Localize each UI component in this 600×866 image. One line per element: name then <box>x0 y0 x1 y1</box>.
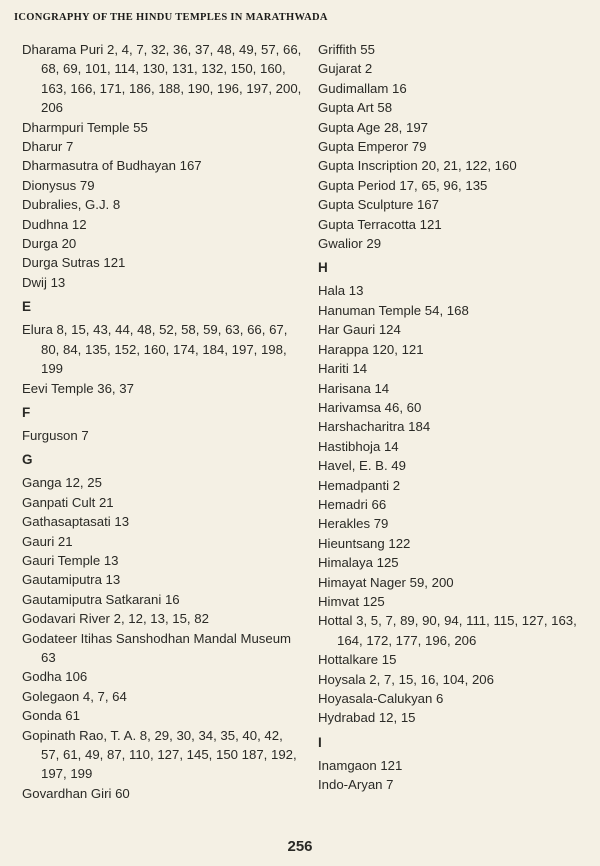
index-entry: Himayat Nager 59, 200 <box>318 574 454 590</box>
index-entry: Harappa 120, 121 <box>318 341 424 357</box>
index-letter-heading: G <box>22 452 33 468</box>
index-entry: Gathasaptasati 13 <box>22 514 130 530</box>
index-entry: Gupta Art 58 <box>318 100 393 116</box>
index-entry: Eevi Temple 36, 37 <box>22 380 134 396</box>
index-entry: Gupta Age 28, 197 <box>318 119 428 135</box>
index-entry: Hydrabad 12, 15 <box>318 710 416 726</box>
index-entry: Gwalior 29 <box>318 236 382 252</box>
index-entry: Gautamiputra 13 <box>22 572 121 588</box>
index-entry: Gupta Sculpture 167 <box>318 197 439 213</box>
index-entry: Gujarat 2 <box>318 61 373 77</box>
index-entry: Harisana 14 <box>318 380 390 396</box>
index-entry: Dionysus 79 <box>22 177 95 193</box>
index-entry: Ganpati Cult 21 <box>22 494 114 510</box>
index-entry: Durga Sutras 121 <box>22 255 126 271</box>
index-letter-heading: I <box>318 734 322 750</box>
index-entry: Hottalkare 15 <box>318 652 397 668</box>
index-entry: Gopinath Rao, T. A. 8, 29, 30, 34, 35, 40, 42, 57, 61, 49, 87, 110, 127, 145, 150 187, 192, 197, 199 <box>22 727 297 782</box>
index-entry: Griffith 55 <box>318 42 375 57</box>
index-entry: Inamgaon 121 <box>318 757 403 773</box>
index-entry: Indo-Aryan 7 <box>318 777 394 793</box>
index-entry: Elura 8, 15, 43, 44, 48, 52, 58, 59, 63, 66, 67, 80, 84, 135, 152, 160, 174, 184, 197, 198, 199 <box>22 322 288 377</box>
index-entry: Dharur 7 <box>22 139 74 155</box>
index-column-left <box>22 40 304 803</box>
index-entry: Hieuntsang 122 <box>318 535 411 551</box>
index-entry: Hemadri 66 <box>318 496 387 512</box>
index-entry: Harivamsa 46, 60 <box>318 399 422 415</box>
index-entry: Dharmasutra of Budhayan 167 <box>22 158 202 174</box>
index-entry: Himvat 125 <box>318 593 385 609</box>
index-entry: Hottal 3, 5, 7, 89, 90, 94, 111, 115, 127, 163, 164, 172, 177, 196, 206 <box>318 613 577 648</box>
index-entry: Gudimallam 16 <box>318 80 407 96</box>
index-entry: Hoyasala-Calukyan 6 <box>318 691 444 706</box>
index-entry: Gauri Temple 13 <box>22 552 119 568</box>
index-entry: Gautamiputra Satkarani 16 <box>22 591 180 607</box>
index-entry: Harshacharitra 184 <box>318 419 431 435</box>
index-entry: Hastibhoja 14 <box>318 438 399 454</box>
index-entry: Furguson 7 <box>22 427 89 443</box>
index-entry: Hala 13 <box>318 283 364 299</box>
index-entry: Havel, E. B. 49 <box>318 458 406 474</box>
index-entry: Gupta Period 17, 65, 96, 135 <box>318 177 488 193</box>
index-entry: Dharama Puri 2, 4, 7, 32, 36, 37, 48, 49, 57, 66, 68, 69, 101, 114, 130, 131, 132, 150, 160, 163, 166, 171, 186, 188, 190, 196, 197, 200, 206 <box>22 42 302 116</box>
index-letter-heading: E <box>22 299 32 315</box>
index-entry: Durga 20 <box>22 236 77 252</box>
index-entry: Hanuman Temple 54, 168 <box>318 302 469 318</box>
index-entry: Ganga 12, 25 <box>22 475 102 491</box>
index-entry: Har Gauri 124 <box>318 322 401 338</box>
index-entry: Dharmpuri Temple 55 <box>22 119 148 135</box>
index-letter-heading: H <box>318 260 328 276</box>
index-entry: Hoysala 2, 7, 15, 16, 104, 206 <box>318 671 494 687</box>
index-entry: Gupta Inscription 20, 21, 122, 160 <box>318 158 517 174</box>
index-entry: Godha 106 <box>22 669 88 685</box>
index-entry: Govardhan Giri 60 <box>22 785 130 801</box>
index-entry: Dudhna 12 <box>22 216 87 232</box>
index-entry: Hariti 14 <box>318 361 368 377</box>
index-entry: Godateer Itihas Sanshodhan Mandal Museum 63 <box>22 630 292 665</box>
index-entry: Gupta Emperor 79 <box>318 139 427 155</box>
index-entry: Hemadpanti 2 <box>318 477 401 493</box>
index-entry: Godavari River 2, 12, 13, 15, 82 <box>22 611 209 627</box>
index-entry: Gupta Terracotta 121 <box>318 216 442 232</box>
index-entry: Himalaya 125 <box>318 555 399 571</box>
index-entry: Golegaon 4, 7, 64 <box>22 688 127 704</box>
index-column-right <box>318 40 594 795</box>
page-number: 256 <box>287 838 313 855</box>
index-entry: Gauri 21 <box>22 533 73 549</box>
index-letter-heading: F <box>22 404 31 420</box>
running-header: ICONGRAPHY OF THE HINDU TEMPLES IN MARATHWADA <box>14 12 328 23</box>
index-entry: Herakles 79 <box>318 516 389 532</box>
index-entry: Dubralies, G.J. 8 <box>22 197 121 213</box>
index-entry: Gonda 61 <box>22 708 80 724</box>
index-entry: Dwij 13 <box>22 274 66 290</box>
